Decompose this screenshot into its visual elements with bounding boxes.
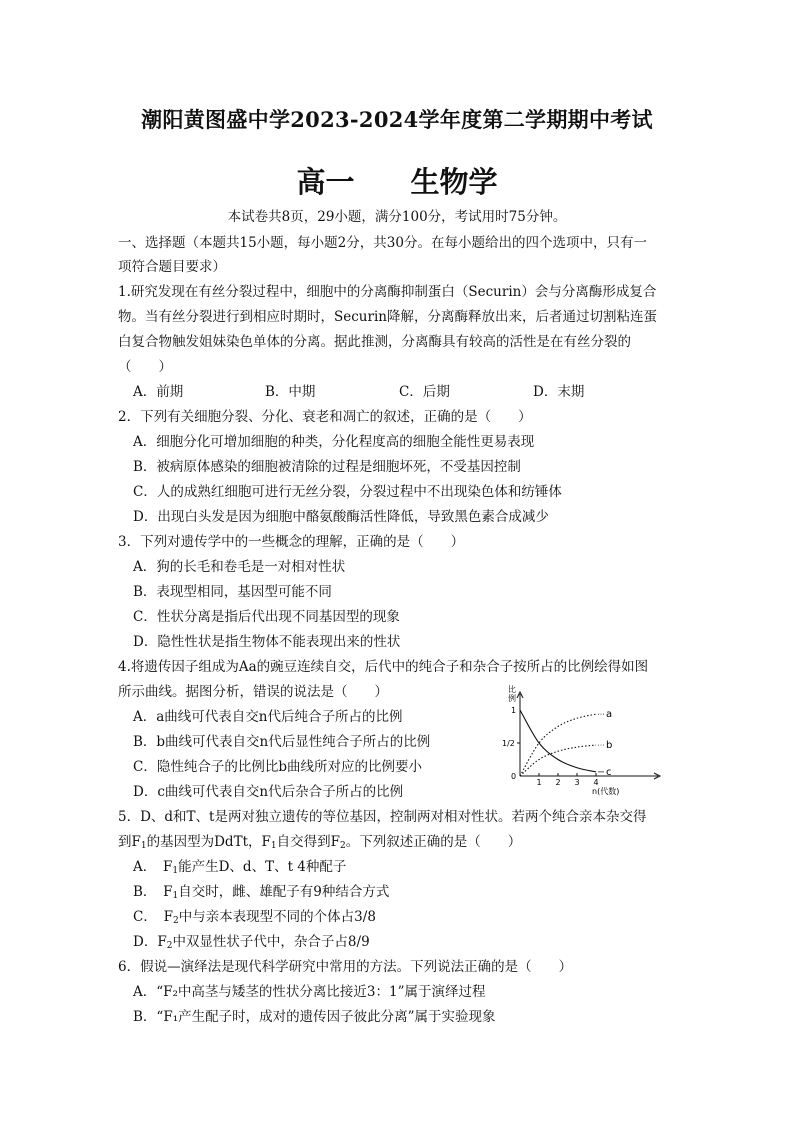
q1-option-a: A．前期	[133, 384, 184, 400]
q2-stem: 2．下列有关细胞分裂、分化、衰老和凋亡的叙述，正确的是（ ）	[118, 409, 532, 425]
q5-sub-f2: 2	[339, 841, 346, 851]
q1-option-b: B．中期	[265, 384, 316, 400]
q5-option-d-sub: 2	[166, 941, 173, 951]
q1-option-c: C．后期	[399, 384, 450, 400]
q1-stem-line2: 物。当有丝分裂进行到相应时期时，Securin降解，分离酶释放出来，后者通过切割粘连蛋	[118, 309, 657, 325]
x-tick-label: 2	[555, 778, 561, 787]
x-axis-label: n(代数)	[592, 787, 620, 796]
q5-sub-f1-b: 1	[270, 841, 277, 851]
q5-option-d-prefix: D．F	[133, 934, 167, 950]
y-tick-label: 1	[511, 706, 517, 715]
q5-text-part2: 的基因型为DdTt，F	[146, 834, 271, 850]
exam-note: 本试卷共8页，29小题，满分100分，考试用时75分钟。	[227, 209, 567, 225]
q1-option-d: D．末期	[533, 384, 585, 400]
curve-a	[520, 714, 596, 776]
curve-label-c: c	[606, 766, 612, 778]
q5-option-d-text: 中双显性状子代中，杂合子占8/9	[172, 934, 370, 950]
q1-stem-line4: （ ）	[118, 359, 172, 375]
q5-option-a	[133, 855, 346, 876]
q3-stem: 3．下列对遗传学中的一些概念的理解，正确的是（ ）	[118, 534, 465, 550]
q5-option-c-text: 中与亲本表现型不同的个体占3/8	[178, 909, 376, 925]
q4-chart	[493, 684, 663, 802]
q5-text-part1: 到F	[118, 834, 141, 850]
q4-option-c: C．隐性纯合子的比例比b曲线所对应的比例要小	[133, 759, 422, 775]
q5-stem-line1: 5．D、d和T、t是两对独立遗传的等位基因，控制两对相对性状。若两个纯合亲本杂交得	[118, 809, 647, 825]
x-tick-label: 4	[593, 778, 599, 787]
q6-option-b: B．“F₁产生配子时，成对的遗传因子彼此分离”属于实验现象	[133, 1009, 496, 1025]
q4-option-d: D．c曲线可代表自交n代后杂合子所占的比例	[133, 784, 404, 800]
q5-option-b-sub: 1	[172, 891, 179, 901]
q1-stem-line1: 1.研究发现在有丝分裂过程中，细胞中的分离酶抑制蛋白（Securin）会与分离酶形成复合	[118, 284, 657, 300]
q5-option-a-text: 能产生D、d、T、t 4种配子	[178, 859, 347, 875]
q5-text-part3: 自交得到F	[276, 834, 340, 850]
q4-option-a: A．a曲线可代表自交n代后纯合子所占的比例	[133, 709, 403, 725]
y-tick-label: 1/2	[502, 739, 515, 748]
grade-subject	[0, 160, 794, 201]
section-heading-line2: 项符合题目要求）	[118, 259, 226, 275]
q5-stem-line2	[118, 830, 521, 851]
y-axis-label: 例	[508, 694, 516, 703]
q5-option-a-prefix: A． F	[133, 859, 173, 875]
q4-stem-line1: 4.将遗传因子组成为Aa的豌豆连续自交，后代中的纯合子和杂合子按所占的比例绘得如图	[118, 659, 649, 675]
q5-option-b-prefix: B． F	[133, 884, 173, 900]
q3-option-a: A．狗的长毛和卷毛是一对相对性状	[133, 559, 346, 575]
q2-option-c: C．人的成熟红细胞可进行无丝分裂，分裂过程中不出现染色体和纺锤体	[133, 484, 562, 500]
curve-c	[520, 710, 596, 772]
q2-option-b: B．被病原体感染的细胞被清除的过程是细胞坏死，不受基因控制	[133, 459, 521, 475]
y-axis-label: 比	[508, 685, 516, 694]
q5-option-d	[133, 930, 370, 951]
q5-sub-f1-a: 1	[140, 841, 147, 851]
q3-option-c: C．性状分离是指后代出现不同基因型的现象	[133, 609, 400, 625]
exam-title: 潮阳黄图盛中学2023-2024学年度第二学期期中考试	[141, 107, 653, 132]
q6-stem: 6．假说—演绎法是现代科学研究中常用的方法。下列说法正确的是（ ）	[118, 959, 573, 975]
q2-option-d: D．出现白头发是因为细胞中酪氨酸酶活性降低，导致黑色素合成减少	[133, 509, 549, 525]
q5-option-c-prefix: C． F	[133, 909, 173, 925]
q4-option-b: B．b曲线可代表自交n代后显性纯合子所占的比例	[133, 734, 431, 750]
curve-label-b: b	[606, 740, 613, 752]
q5-text-part4: 。下列叙述正确的是（ ）	[345, 834, 522, 850]
q5-option-b-text: 自交时，雌、雄配子有9种结合方式	[178, 884, 390, 900]
grade-label: 高一	[296, 165, 355, 199]
subject-label: 生物学	[410, 165, 498, 199]
q3-option-b: B．表现型相同，基因型可能不同	[133, 584, 332, 600]
section-heading-line1: 一、选择题（本题共15小题，每小题2分，共30分。在每小题给出的四个选项中，只有一	[118, 235, 647, 251]
x-tick-label: 3	[574, 778, 580, 787]
q5-option-a-sub: 1	[172, 866, 179, 876]
curve-b	[520, 745, 596, 776]
q1-stem-line3: 白复合物触发姐妹染色单体的分离。据此推测，分离酶具有较高的活性是在有丝分裂的	[118, 334, 631, 350]
q6-option-a: A．“F₂中高茎与矮茎的性状分离比接近3：1”属于演绎过程	[133, 984, 486, 1000]
q5-option-c-sub: 2	[172, 916, 179, 926]
curve-label-a: a	[606, 709, 613, 721]
x-tick-label: 1	[536, 778, 542, 787]
q4-stem-line2: 所示曲线。据图分析，错误的说法是（ ）	[118, 684, 388, 700]
q2-option-a: A．细胞分化可增加细胞的种类，分化程度高的细胞全能性更易表现	[133, 434, 535, 450]
q3-option-d: D．隐性性状是指生物体不能表现出来的性状	[133, 634, 401, 650]
q5-option-b	[133, 880, 389, 901]
q5-option-c	[133, 905, 376, 926]
y-tick-label: 0	[511, 772, 517, 781]
